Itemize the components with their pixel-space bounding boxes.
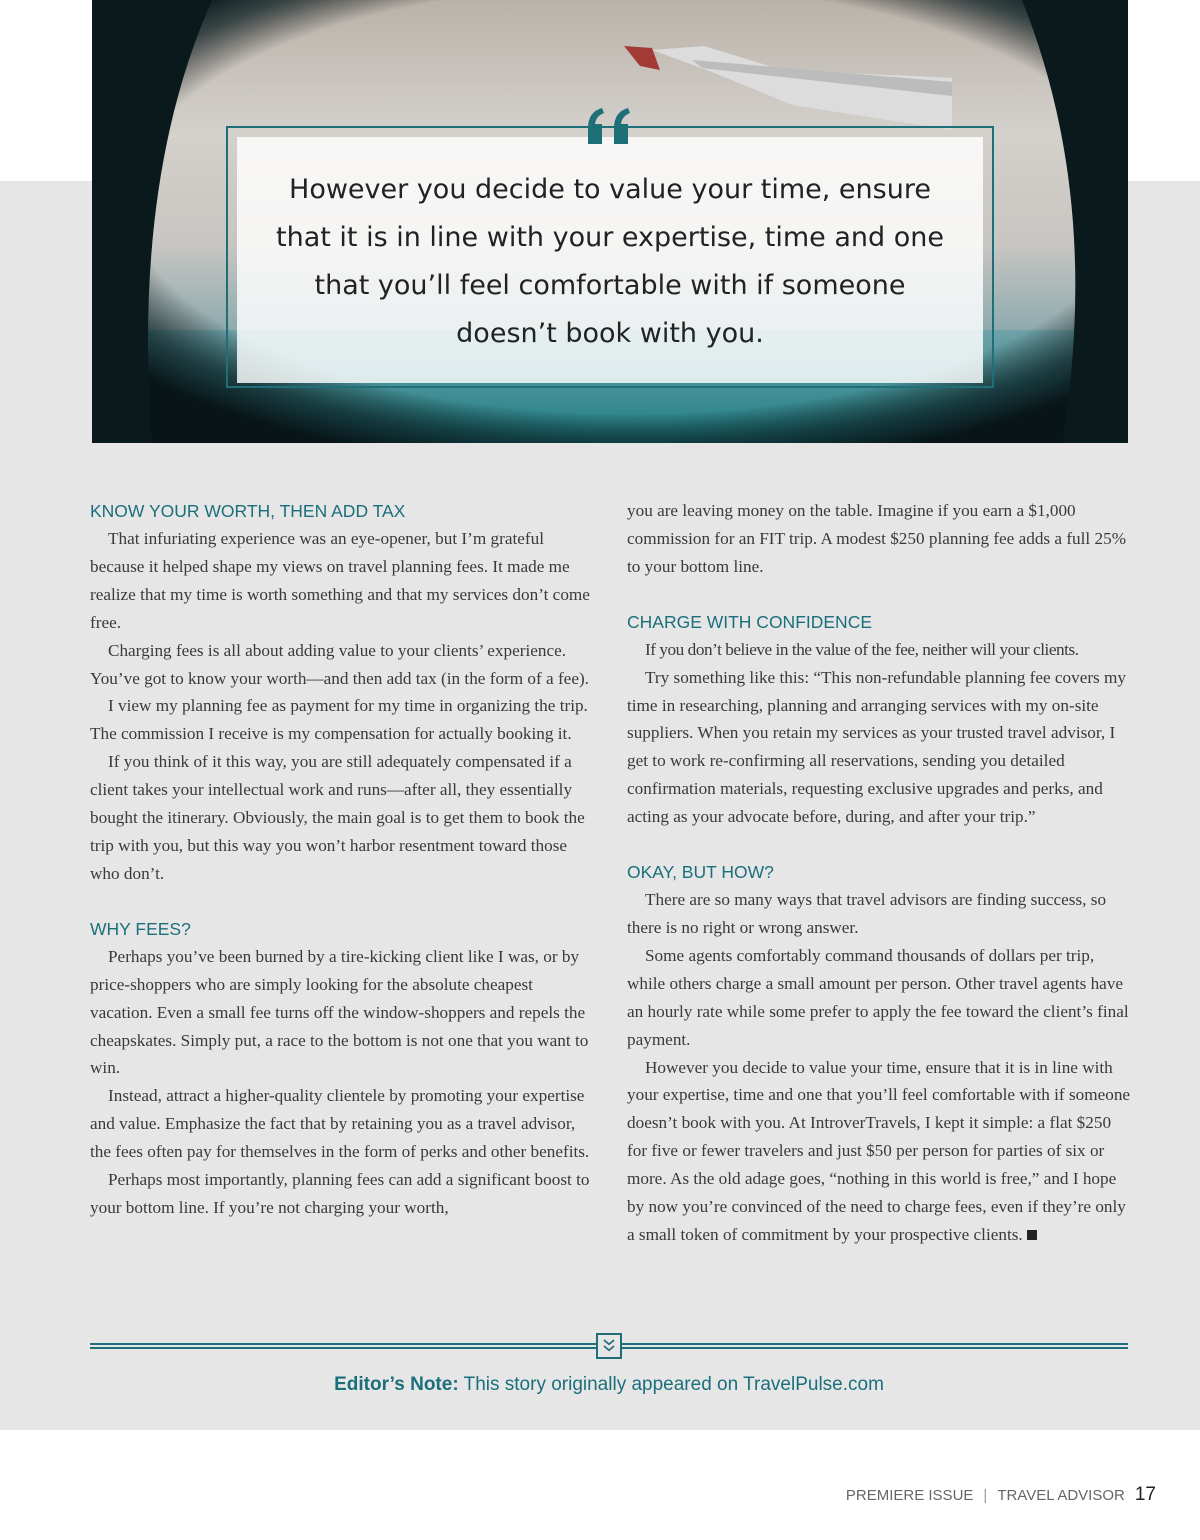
section-heading: CHARGE WITH CONFIDENCE [627, 611, 872, 632]
paragraph: I view my planning fee as payment for my time in organizing the trip. The commission I receive is my compensation for actually booking it. [90, 696, 588, 744]
pull-quote-text: However you decide to value your time, ensure that it is in line with your expertise, time and one that you’ll feel comfortable with if someone doesn’t book with you. [276, 174, 944, 349]
editor-note [0, 1374, 1200, 1396]
paragraph: you are leaving money on the table. Imagine if you earn a $1,000 commission for an FIT trip. A modest $250 planning fee adds a full 25% to your bottom line. [627, 501, 1127, 576]
article-left-column [90, 497, 590, 1222]
section-heading: OKAY, BUT HOW? [627, 862, 774, 883]
paragraph: If you don’t believe in the value of the fee, neither will your clients. [645, 639, 1079, 659]
paragraph: That infuriating experience was an eye-opener, but I’m grateful because it helped shape my views on travel planning fees. It made me realize that my time is worth something and that my services don’t come free. [90, 529, 590, 632]
paragraph [627, 1054, 1132, 1249]
end-mark-icon [1027, 1230, 1037, 1240]
section-heading: KNOW YOUR WORTH, THEN ADD TAX [90, 501, 406, 521]
page-footer [846, 1484, 1156, 1506]
paragraph: Charging fees is all about adding value to your clients’ experience. You’ve got to know your worth—and then add tax (in the form of a fee). [90, 640, 589, 688]
paragraph: Perhaps most importantly, planning fees can add a significant boost to your bottom line. If you’re not charging your worth, [90, 1170, 590, 1217]
section-heading: WHY FEES? [90, 918, 191, 939]
quote-mark-icon [570, 104, 650, 148]
editor-note-text: This story originally appeared on TravelPulse.com [458, 1374, 884, 1395]
paragraph-text: However you decide to value your time, ensure that it is in line with your expertise, time and one that you’ll feel comfortable with if someone doesn’t book with you. At IntroverTravels, I kept it simple: a flat $250 for five or fewer travelers and just $50 per person for parties of six or more. As the old adage goes, “nothing in this world is free,” and I hope by now you’re convinced of the need to charge fees, even if they’re only a small token of commitment by your prospective clients. [627, 1057, 1131, 1244]
footer-separator: | [983, 1487, 988, 1504]
paragraph: Try something like this: “This non-refundable planning fee covers my time in researching, planning and arranging services with my on-site suppliers. When you retain my services as your trusted travel advisor, I get to work re-confirming all reservations, sending you detailed confirmation materials, requesting exclusive upgrades and perks, and acting as your advocate before, during, and after your trip.” [627, 667, 1126, 827]
footer-issue: PREMIERE ISSUE [845, 1487, 974, 1504]
page-number: 17 [1134, 1484, 1156, 1505]
footer-publication: TRAVEL ADVISOR [997, 1487, 1125, 1504]
paragraph: There are so many ways that travel advisors are finding success, so there is no right or wrong answer. [627, 890, 1107, 937]
paragraph: Instead, attract a higher-quality clientele by promoting your expertise and value. Emphasize the fact that by retaining you as a travel advisor, the fees often pay for themselves in the form of perks and other benefits. [90, 1086, 590, 1162]
paragraph: Perhaps you’ve been burned by a tire-kicking client like I was, or by price-shoppers who are simply looking for the absolute cheapest vacation. Even a small fee turns off the window-shoppers and repels the cheapskates. Simply put, a race to the bottom is not one that you want to win. [90, 946, 589, 1078]
chevron-down-icon [596, 1333, 622, 1359]
paragraph: Some agents comfortably command thousands of dollars per trip, while others charge a small amount per person. Other travel agents have an hourly rate while some prefer to apply the fee toward the client’s final payment. [627, 945, 1129, 1049]
article-right-column [627, 497, 1132, 1249]
paragraph: If you think of it this way, you are still adequately compensated if a client takes your intellectual work and runs—after all, they essentially bought the itinerary. Obviously, the main goal is to get them to book the trip with you, but this way you won’t harbor resentment toward those who don’t. [90, 752, 585, 883]
editor-note-label: Editor’s Note: [334, 1374, 459, 1395]
